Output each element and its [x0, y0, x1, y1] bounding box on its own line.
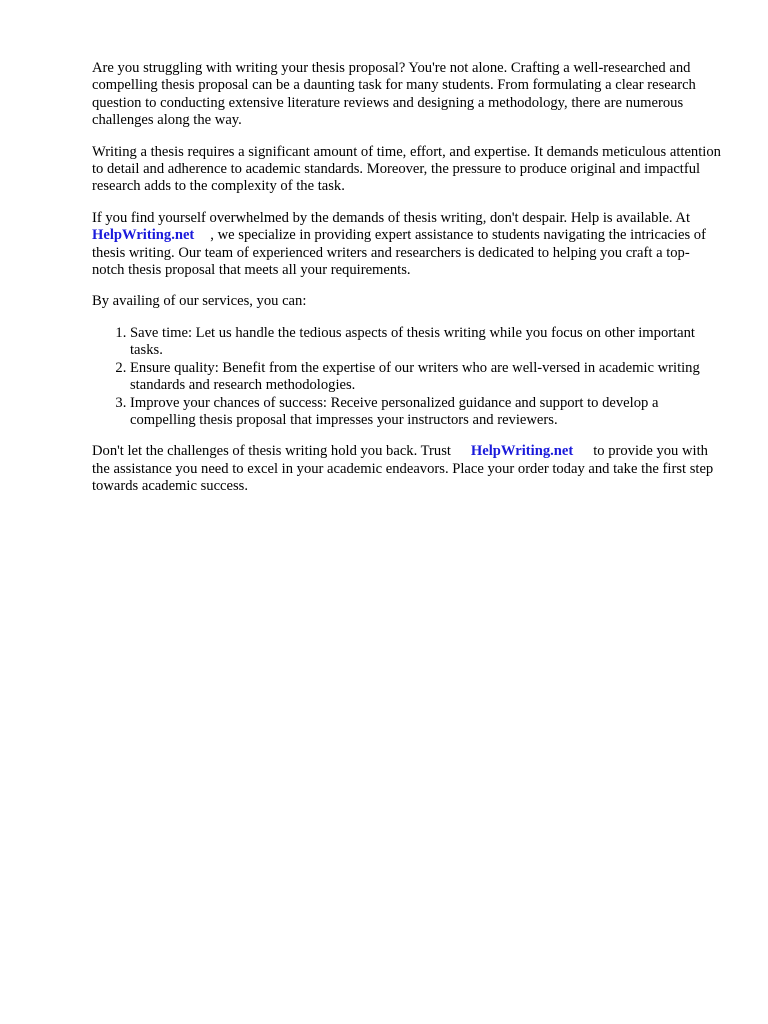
list-item: 2. Ensure quality: Benefit from the expertise of our writers who are well-versed in academic writing standards and research methodologies.: [130, 360, 722, 395]
closing-paragraph: [92, 443, 722, 495]
services-intro-paragraph: By availing of our services, you can:: [92, 293, 307, 310]
help-paragraph: [92, 210, 722, 280]
help-paragraph-text-after: , we specialize in providing expert assistance to students navigating the intricacies of thesis writing. Our team of experienced writers and researchers is dedicated to helping you craft a top-notch thesis proposal that meets all your requirements.: [92, 227, 706, 279]
closing-paragraph-text-before: Don't let the challenges of thesis writing hold you back. Trust: [92, 443, 451, 460]
document-body: [92, 60, 722, 510]
benefits-list: [92, 325, 722, 429]
closing-paragraph-text-after: to provide you with the assistance you need to excel in your academic endeavors. Place your order today and take the first step towards academic success.: [92, 443, 714, 495]
list-item: 1. Save time: Let us handle the tedious aspects of thesis writing while you focus on other important tasks.: [130, 325, 722, 360]
effort-paragraph: Writing a thesis requires a significant amount of time, effort, and expertise. It demands meticulous attention to detail and adherence to academic standards. Moreover, the pressure to produce original and impactful research adds to the complexity of the task.: [92, 143, 721, 195]
list-item: 3. Improve your chances of success: Receive personalized guidance and support to develop a compelling thesis proposal that impresses your instructors and reviewers.: [130, 395, 722, 430]
helpwriting-link[interactable]: HelpWriting.net: [92, 227, 195, 244]
intro-paragraph: Are you struggling with writing your thesis proposal? You're not alone. Crafting a well-researched and compelling thesis proposal can be a daunting task for many students. From formulating a clear research question to conducting extensive literature reviews and designing a methodology, there are numerous challenges along the way.: [92, 60, 696, 129]
helpwriting-link-closing[interactable]: HelpWriting.net: [470, 443, 574, 460]
help-paragraph-text-before: If you find yourself overwhelmed by the demands of thesis writing, don't despair. Help is available. At: [92, 209, 691, 226]
